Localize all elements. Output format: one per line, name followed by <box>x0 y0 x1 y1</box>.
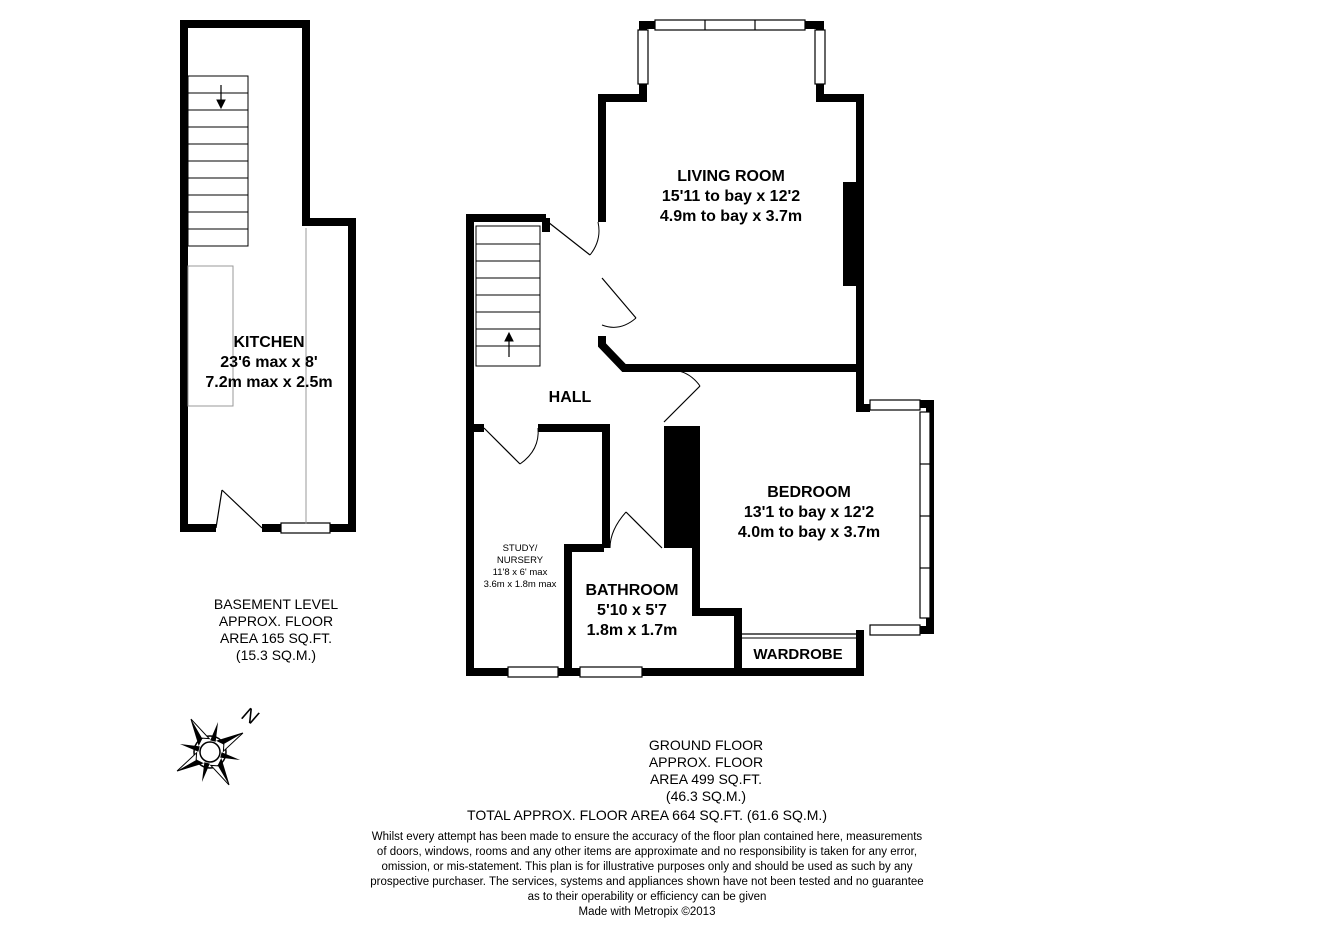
kitchen-window <box>281 523 330 533</box>
basement-area-line4: (15.3 SQ.M.) <box>235 647 317 663</box>
kitchen-door <box>216 490 222 528</box>
basement-area-line1: BASEMENT LEVEL <box>213 596 339 612</box>
study-name-1: STUDY/ <box>502 543 538 554</box>
bedroom-top-wall <box>700 368 870 408</box>
living-chimney-breast <box>843 182 860 286</box>
living-bay-window-left <box>638 30 648 84</box>
bedroom-door <box>664 386 700 422</box>
bathroom-imperial: 5'10 x 5'7 <box>597 602 667 619</box>
living-room-lower-wall <box>602 336 860 368</box>
hall-name: HALL <box>548 389 592 406</box>
kitchen-name: KITCHEN <box>233 334 305 351</box>
living-door-2 <box>602 278 636 318</box>
bedroom-bay-window-top <box>870 400 920 410</box>
disclaimer-line4: prospective purchaser. The services, systems and appliances shown have not been tested and no guarantee <box>370 876 924 888</box>
basement-plan <box>184 24 352 663</box>
bathroom-name: BATHROOM <box>585 582 679 599</box>
kitchen-metric: 7.2m max x 2.5m <box>205 374 333 391</box>
basement-stairs <box>188 76 248 246</box>
hall-left-wall <box>470 218 546 672</box>
bedroom-bay-window-side <box>920 412 930 618</box>
bedroom-bay-window-bottom <box>870 625 920 635</box>
bedroom-imperial: 13'1 to bay x 12'2 <box>743 504 875 521</box>
disclaimer-line5: as to their operability or efficiency can be given <box>527 891 767 903</box>
basement-area-line2: APPROX. FLOOR <box>218 613 334 629</box>
disclaimer-line1: Whilst every attempt has been made to ensure the accuracy of the floor plan contained here, measurements <box>371 831 923 843</box>
kitchen-door-swing <box>222 490 262 528</box>
disclaimer-line3: omission, or mis-statement. This plan is for illustrative purposes only and should be used as such by any <box>381 861 913 873</box>
kitchen-imperial: 23'6 max x 8' <box>220 354 318 371</box>
kitchen-walls <box>184 24 352 528</box>
basement-area-line3: AREA 165 SQ.FT. <box>219 630 333 646</box>
metropix-credit: Made with Metropix ©2013 <box>578 906 716 918</box>
total-floor-area: TOTAL APPROX. FLOOR AREA 664 SQ.FT. (61.6 SQ.M.) <box>467 807 827 823</box>
wardrobe-name: WARDROBE <box>753 646 843 663</box>
living-room-name: LIVING ROOM <box>677 168 785 185</box>
ground-area-line3: AREA 499 SQ.FT. <box>649 771 763 787</box>
bathroom-window <box>580 667 642 677</box>
study-door <box>484 428 520 464</box>
living-room-imperial: 15'11 to bay x 12'2 <box>661 188 801 205</box>
disclaimer-line2: of doors, windows, rooms and any other items are approximate and no responsibility is taken for any error, <box>376 846 918 858</box>
ground-stairs <box>476 226 540 366</box>
compass-north-label: N <box>238 703 262 730</box>
study-imperial: 11'8 x 6' max <box>492 567 548 578</box>
study-top-wall <box>474 428 606 548</box>
living-bay-window-right <box>815 30 825 84</box>
bedroom-metric: 4.0m to bay x 3.7m <box>737 524 881 541</box>
ground-area-line4: (46.3 SQ.M.) <box>665 788 747 804</box>
living-bay-window-front <box>655 20 805 30</box>
study-window <box>508 667 558 677</box>
ground-floor-plan <box>470 20 930 804</box>
compass-icon <box>158 700 262 804</box>
ground-area-line1: GROUND FLOOR <box>648 737 764 753</box>
study-metric: 3.6m x 1.8m max <box>483 579 557 590</box>
bathroom-door <box>626 512 662 548</box>
ground-area-line2: APPROX. FLOOR <box>648 754 764 770</box>
living-room-metric: 4.9m to bay x 3.7m <box>659 208 803 225</box>
study-name-2: NURSERY <box>496 555 544 566</box>
wardrobe-walls <box>738 612 860 672</box>
living-door-1 <box>548 222 590 255</box>
bedroom-name: BEDROOM <box>767 484 851 501</box>
bathroom-metric: 1.8m x 1.7m <box>586 622 678 639</box>
bathroom-chimney-breast <box>664 426 696 548</box>
